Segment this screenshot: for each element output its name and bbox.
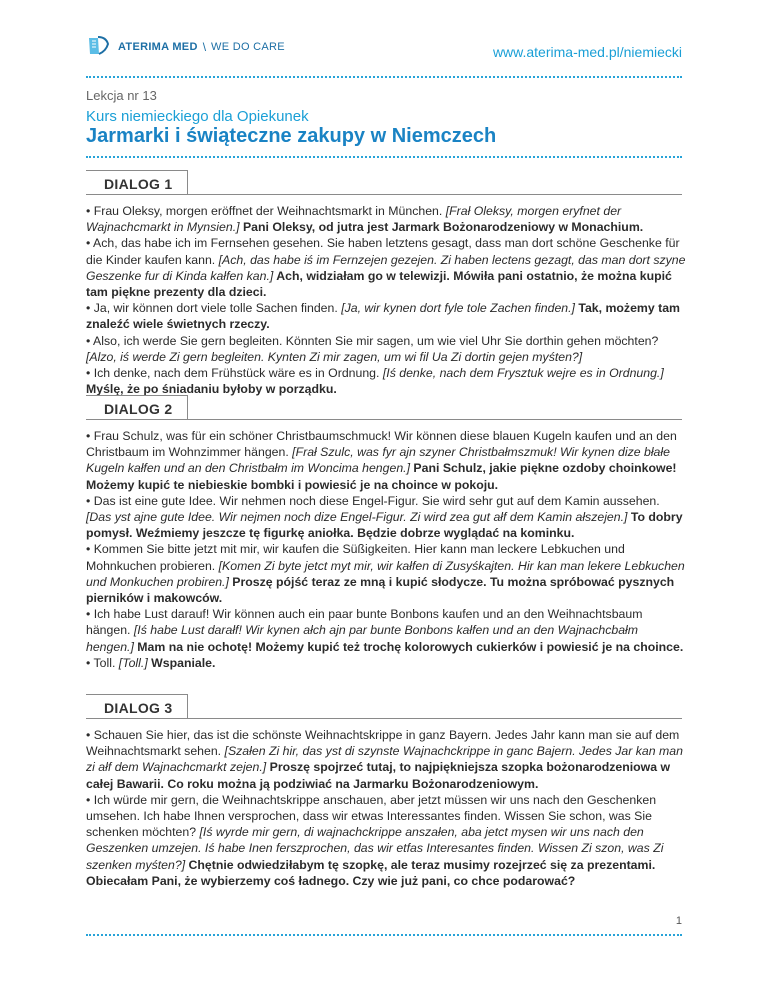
dialog-line: • Also, ich werde Sie gern begleiten. Könnten Sie mir sagen, um wie viel Uhr Sie dorthin gehen möchten? [Alzo, iś werde Zi gern begleiten. Kynten Zi mir zagen, um wi fil Ua Zi dortin gejen myśten?] xyxy=(86,333,659,364)
dialog-3-heading: DIALOG 3 xyxy=(86,694,188,718)
dialog-line: • Ich würde mir gern, die Weihnachtskrippe anschauen, aber jetzt müssen wir uns nach den Geschenken umsehen. Ich habe Ihnen versprochen, dass wir etwas Interessantes finden. Wissen Sie schon, was Sie schenken möchten? [Iś wyrde mir gern, di wajnachckrippe anszałen, aba jetct mysen wir uns nach den Geszenken umzejen. Iś habe Inen ferszprochen, das wir etfas Interesantes finden. Wissen Zi szon, was Zi szenken myśten?] Chętnie odwiedziłabym tę szopkę, ale teraz musimy rozejrzeć się za prezentami. Obiecałam Pani, że wybierzemy coś ładnego. Czy wie już pani, co chce podarować? xyxy=(86,792,664,888)
brand-tagline: WE DO CARE xyxy=(211,41,285,53)
dialog-1-text xyxy=(86,203,686,397)
dialog-line: • Toll. [Toll.] Wspaniale. xyxy=(86,655,216,670)
dialog-1-heading: DIALOG 1 xyxy=(86,170,188,194)
dialog-line: • Ja, wir können dort viele tolle Sachen finden. [Ja, wir kynen dort fyle tole Zachen finden.] Tak, możemy tam znaleźć wiele świetnych rzeczy. xyxy=(86,301,680,332)
course-name: Kurs niemieckiego dla Opiekunek xyxy=(86,108,309,125)
brand-name: ATERIMA MED xyxy=(118,41,198,53)
dialog-line: • Das ist eine gute Idee. Wir nehmen noch diese Engel-Figur. Sie wird sehr gut auf dem Kamin aussehen. [Das yst ajne gute Idee. Wir nejmen noch dize Engel-Figur. Zi wird zea gut ałf dem Kamin ałszejen.] To dobry pomysł. Weźmiemy jeszcze tę figurkę aniołka. Będzie dobrze wyglądać na kominku. xyxy=(86,493,683,541)
aterima-logo-icon xyxy=(86,34,112,60)
dialog-2-heading: DIALOG 2 xyxy=(86,395,188,419)
page-header xyxy=(86,32,682,72)
footer-divider xyxy=(86,934,682,936)
dialog-2-text xyxy=(86,428,686,671)
header-divider xyxy=(86,76,682,78)
page-title: Jarmarki i świąteczne zakupy w Niemczech xyxy=(86,125,497,147)
brand-separator: \ xyxy=(202,40,207,54)
dialog-1-rule xyxy=(86,194,682,195)
dialog-line: • Schauen Sie hier, das ist die schönste Weihnachtskrippe in ganz Bayern. Jedes Jahr kann man sie auf dem Weihnachtsmarkt sehen. [Szałen Zi hir, das yst di szynste Wajnachckrippe in ganc Bajern. Jedes Jar kan man zi ałf dem Wajnachcmarkt zejen.] Proszę spojrzeć tutaj, to najpiękniejsza szopka bożonarodzeniowa w całej Bawarii. Co roku można ją podziwiać na Jarmarku Bożonarodzeniowym. xyxy=(86,728,683,791)
dialog-line: • Ich denke, nach dem Frühstück wäre es in Ordnung. [Iś denke, nach dem Frysztuk wejre es in Ordnung.] Myślę, że po śniadaniu byłoby w porządku. xyxy=(86,366,664,397)
lesson-number: Lekcja nr 13 xyxy=(86,88,157,103)
dialog-line: • Frau Oleksy, morgen eröffnet der Weihnachtsmarkt in München. [Frał Oleksy, morgen eryfnet der Wajnachcmarkt in Mynsien.] Pani Oleksy, od jutra jest Jarmark Bożonarodzeniowy w Monachium. xyxy=(86,204,644,235)
dialog-line: • Kommen Sie bitte jetzt mit mir, wir kaufen die Süßigkeiten. Hier kann man leckere Lebkuchen und Mohnkuchen probieren. [Komen Zi byte jetct myt mir, wir kałfen di Zusyśkajten. Hir kan man lekere Lebkuchen und Monkuchen probiren.] Proszę pójść teraz ze mną i kupić słodycze. Tu można spróbować pysznych pierników i makowców. xyxy=(86,542,685,606)
logo xyxy=(86,34,285,60)
title-divider xyxy=(86,156,682,158)
dialog-2-rule xyxy=(86,419,682,420)
website-link[interactable]: www.aterima-med.pl/niemiecki xyxy=(492,44,682,60)
dialog-line: • Ich habe Lust darauf! Wir können auch ein paar bunte Bonbons kaufen und an den Weihnachtsbaum hängen. [Iś habe Lust darałf! Wir kynen ałch ajn par bunte Bonbons kałfen und an den Wajnachcbałm hengen.] Mam na nie ochotę! Możemy kupić też trochę kolorowych cukierków i powiesić je na choince. xyxy=(86,607,684,654)
dialog-3-text xyxy=(86,727,686,889)
dialog-line: • Ach, das habe ich im Fernsehen gesehen. Sie haben letztens gesagt, dass man dort schöne Geschenke für die Kinder kaufen kann. [Ach, das habe iś im Fernzejen gezejen. Zi haben lectens gezagt, das man dort szyne Geszenke fur di Kinda kałfen kan.] Ach, widziałam go w telewizji. Mówiła pani ostatnio, że można kupić tam piękne prezenty dla dzieci. xyxy=(86,236,686,300)
dialog-3-rule xyxy=(86,718,682,719)
page-number: 1 xyxy=(675,915,682,927)
dialog-line: • Frau Schulz, was für ein schöner Christbaumschmuck! Wir können diese blauen Kugeln kaufen und an den Christbaum im Wohnzimmer hängen. [Frał Szulc, was fyr ajn szyner Christbałmszmuk! Wir kynen dize błałe Kugeln kałfen und an den Christbałm im Woncima hengen.] Pani Schulz, jakie piękne ozdoby choinkowe! Możemy kupić te niebieskie bombki i powiesić je na choince w pokoju. xyxy=(86,429,677,492)
